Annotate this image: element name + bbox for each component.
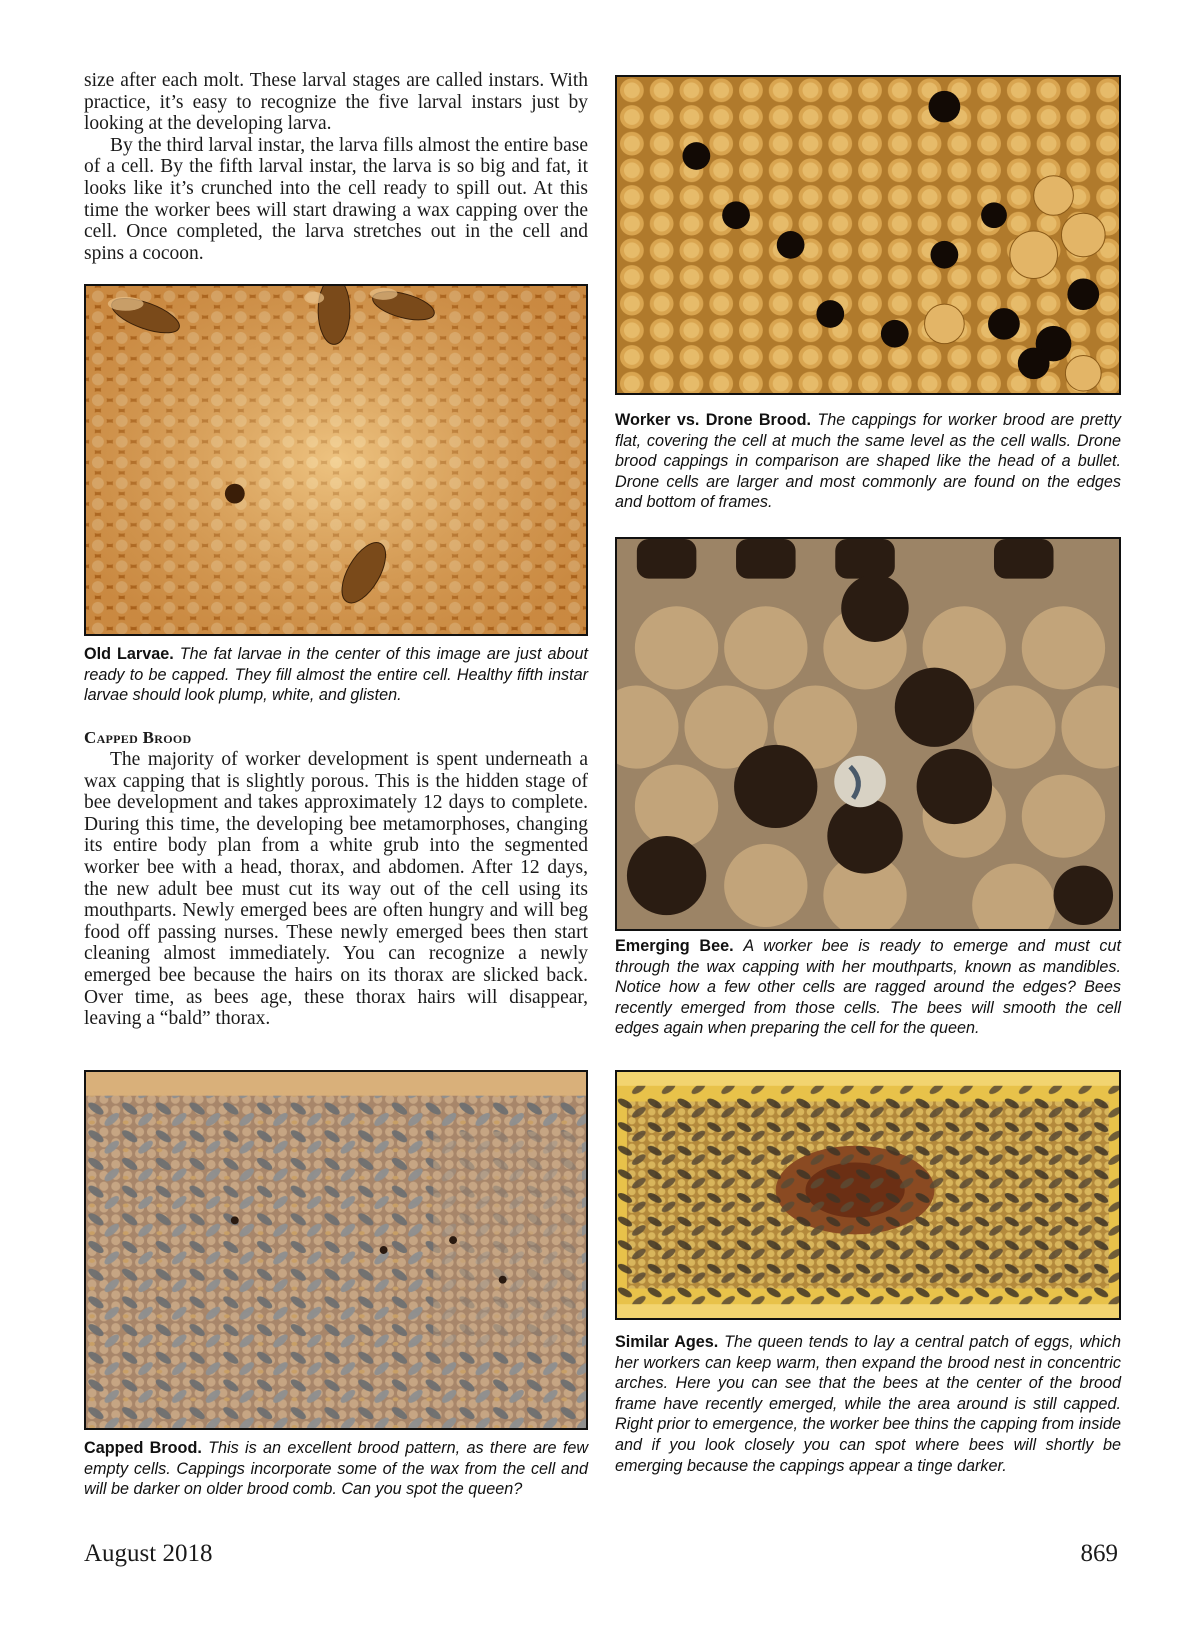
intro-paragraph-2: By the third larval instar, the larva fills almost the entire base of a cell. By the fifth larval instar, the larva is so big and fat, it looks like it’s crunched into the cell ready to spill out. At this time the worker bees will start drawing a wax capping over the cell. Once completed, the larva stretches out in the cell and spins a cocoon. <box>84 134 588 264</box>
worker-drone-caption <box>615 410 1121 513</box>
intro-paragraph-1: size after each molt. These larval stages are called instars. With practice, it’s easy to recognize the five larval instars just by looking at the developing larva. <box>84 70 588 135</box>
worker-drone-photo <box>615 75 1121 395</box>
emerging-bee-photo <box>615 537 1121 931</box>
old-larvae-caption <box>84 644 588 706</box>
caption-lead: Emerging Bee. <box>615 937 734 955</box>
caption-body: A worker bee is ready to emerge and must cut through the wax capping with her mouthparts, known as mandibles. Notice how a few other cells are ragged around the edges? Bees recently emerged from those cells. The bees will smooth the cell edges again when preparing the cell for the queen. <box>615 937 1122 1038</box>
caption-body: The queen tends to lay a central patch of eggs, which her workers can keep warm, then expand the brood nest in concentric arches. Here you can see that the bees at the center of the brood frame have recently emerged, while the area around is still capped. Right prior to emergence, the worker bee thins the capping from inside and if you look closely you can spot where bees will shortly be emerging because the cappings appear a tinge darker. <box>615 1333 1121 1475</box>
caption-lead: Capped Brood. <box>84 1439 202 1457</box>
similar-ages-photo <box>615 1070 1121 1320</box>
caption-lead: Worker vs. Drone Brood. <box>615 411 811 429</box>
emerging-bee-caption <box>615 936 1121 1039</box>
caption-body: This is an excellent brood pattern, as there are few empty cells. Cappings incorporate some of the wax from the cell and will be darker on older brood comb. Can you spot the queen? <box>84 1439 589 1499</box>
old-larvae-photo <box>84 284 588 636</box>
capped-brood-photo <box>84 1070 588 1430</box>
capped-brood-caption <box>84 1438 588 1500</box>
page-number: 869 <box>1080 1540 1118 1567</box>
section-heading: Capped Brood <box>84 728 192 747</box>
section-paragraph: The majority of worker development is spent underneath a wax capping that is slightly porous. This is the hidden stage of bee development and takes approximately 12 days to complete. During this time, the developing bee metamorphoses, changing its entire body plan from a white grub into the segmented worker bee with a head, thorax, and abdomen. After 12 days, the new adult bee must cut its way out of the cell using its mouthparts. Newly emerged bees are often hungry and will beg food off passing nurses. These newly emerged bees then start cleaning almost immediately. You can recognize a newly emerged bee because the hairs on its thorax are slicked back. Over time, as bees age, these thorax hairs will disappear, leaving a “bald” thorax. <box>84 749 588 1030</box>
caption-lead: Similar Ages. <box>615 1333 719 1351</box>
footer-date: August 2018 <box>84 1540 213 1567</box>
intro-text <box>84 70 588 264</box>
section-text <box>84 749 588 1030</box>
caption-body: The cappings for worker brood are pretty flat, covering the cell at much the same level as the cell walls. Drone brood cappings in comparison are shaped like the head of a bullet. Drone cells are larger and most commonly are found on the edges and bottom of frames. <box>615 411 1121 512</box>
similar-ages-caption <box>615 1332 1121 1476</box>
caption-body: The fat larvae in the center of this image are just about ready to be capped. They fill almost the entire cell. Healthy fifth instar larvae should look plump, white, and glisten. <box>84 645 588 705</box>
caption-lead: Old Larvae. <box>84 645 174 663</box>
